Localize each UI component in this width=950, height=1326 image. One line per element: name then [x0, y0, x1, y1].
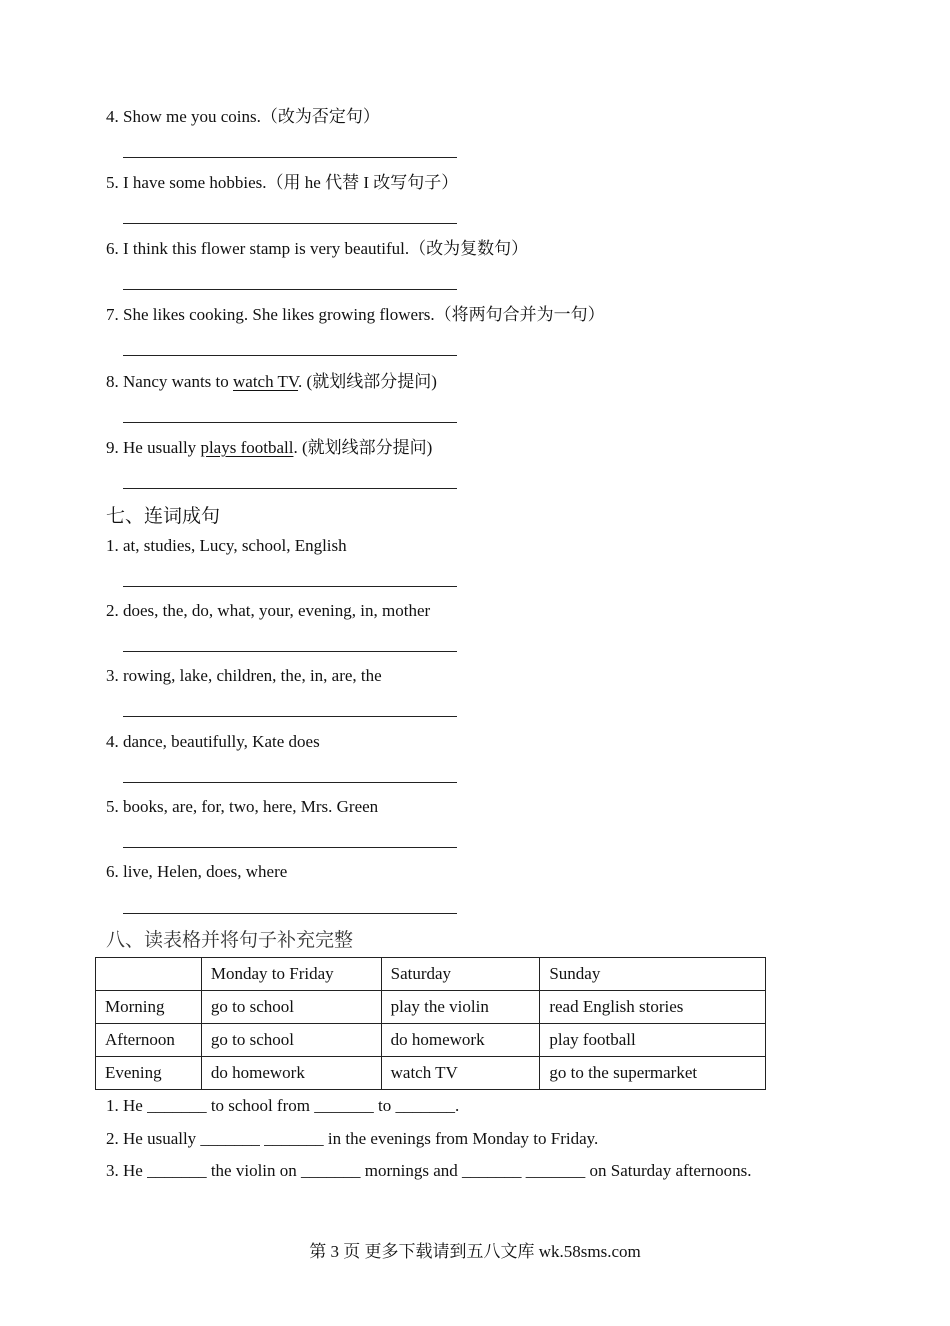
answer-line[interactable]	[123, 913, 457, 914]
table-cell: watch TV	[381, 1057, 540, 1090]
table-cell: go to school	[201, 991, 381, 1024]
answer-line[interactable]	[123, 355, 457, 356]
rewrite-item-6: 6. I think this flower stamp is very beautiful.（改为复数句）	[106, 239, 529, 258]
section-7-title: 七、连词成句	[106, 505, 221, 527]
rewrite-item-8: 8. Nancy wants to watch TV. (就划线部分提问)	[106, 372, 437, 391]
answer-line[interactable]	[123, 223, 457, 224]
table-cell: do homework	[381, 1024, 540, 1057]
rewrite-item-5: 5. I have some hobbies.（用 he 代替 I 改写句子）	[106, 173, 459, 192]
section-8-title: 八、读表格并将句子补充完整	[106, 929, 354, 951]
scramble-item-4: 4. dance, beautifully, Kate does	[106, 732, 320, 751]
rewrite-item-9: 9. He usually plays football. (就划线部分提问)	[106, 438, 433, 457]
table-header-cell: Saturday	[381, 958, 540, 991]
answer-line[interactable]	[123, 488, 457, 489]
table-row	[96, 1057, 766, 1090]
answer-line[interactable]	[123, 289, 457, 290]
table-cell: Evening	[96, 1057, 202, 1090]
table-header-row	[96, 958, 766, 991]
answer-line[interactable]	[123, 586, 457, 587]
schedule-table	[95, 957, 766, 1090]
scramble-item-5: 5. books, are, for, two, here, Mrs. Green	[106, 797, 379, 816]
page-footer: 第 3 页 更多下载请到五八文库 wk.58sms.com	[309, 1242, 641, 1261]
table-cell: go to school	[201, 1024, 381, 1057]
table-cell: play the violin	[381, 991, 540, 1024]
table-row	[96, 1024, 766, 1057]
table-cell: Afternoon	[96, 1024, 202, 1057]
scramble-item-2: 2. does, the, do, what, your, evening, in, mother	[106, 601, 431, 620]
table-cell: go to the supermarket	[540, 1057, 766, 1090]
table-cell: Morning	[96, 991, 202, 1024]
rewrite-item-4: 4. Show me you coins.（改为否定句）	[106, 107, 380, 126]
fill-sentence-1: 1. He _______ to school from _______ to _______.	[106, 1096, 460, 1115]
scramble-item-3: 3. rowing, lake, children, the, in, are, the	[106, 666, 382, 685]
answer-line[interactable]	[123, 651, 457, 652]
table-header-cell: Monday to Friday	[201, 958, 381, 991]
answer-line[interactable]	[123, 157, 457, 158]
underlined-phrase: plays football	[200, 438, 294, 457]
table-header-cell: Sunday	[540, 958, 766, 991]
fill-sentence-3: 3. He _______ the violin on _______ mornings and _______ _______ on Saturday afternoons.	[106, 1161, 752, 1180]
table-cell: read English stories	[540, 991, 766, 1024]
table-row	[96, 991, 766, 1024]
answer-line[interactable]	[123, 716, 457, 717]
answer-line[interactable]	[123, 782, 457, 783]
answer-line[interactable]	[123, 847, 457, 848]
answer-line[interactable]	[123, 422, 457, 423]
scramble-item-6: 6. live, Helen, does, where	[106, 862, 288, 881]
fill-sentence-2: 2. He usually _______ _______ in the evenings from Monday to Friday.	[106, 1129, 599, 1148]
rewrite-item-7: 7. She likes cooking. She likes growing flowers.（将两句合并为一句）	[106, 305, 605, 324]
table-cell: play football	[540, 1024, 766, 1057]
table-cell: do homework	[201, 1057, 381, 1090]
scramble-item-1: 1. at, studies, Lucy, school, English	[106, 536, 347, 555]
underlined-phrase: watch TV	[233, 372, 299, 391]
table-header-cell	[96, 958, 202, 991]
